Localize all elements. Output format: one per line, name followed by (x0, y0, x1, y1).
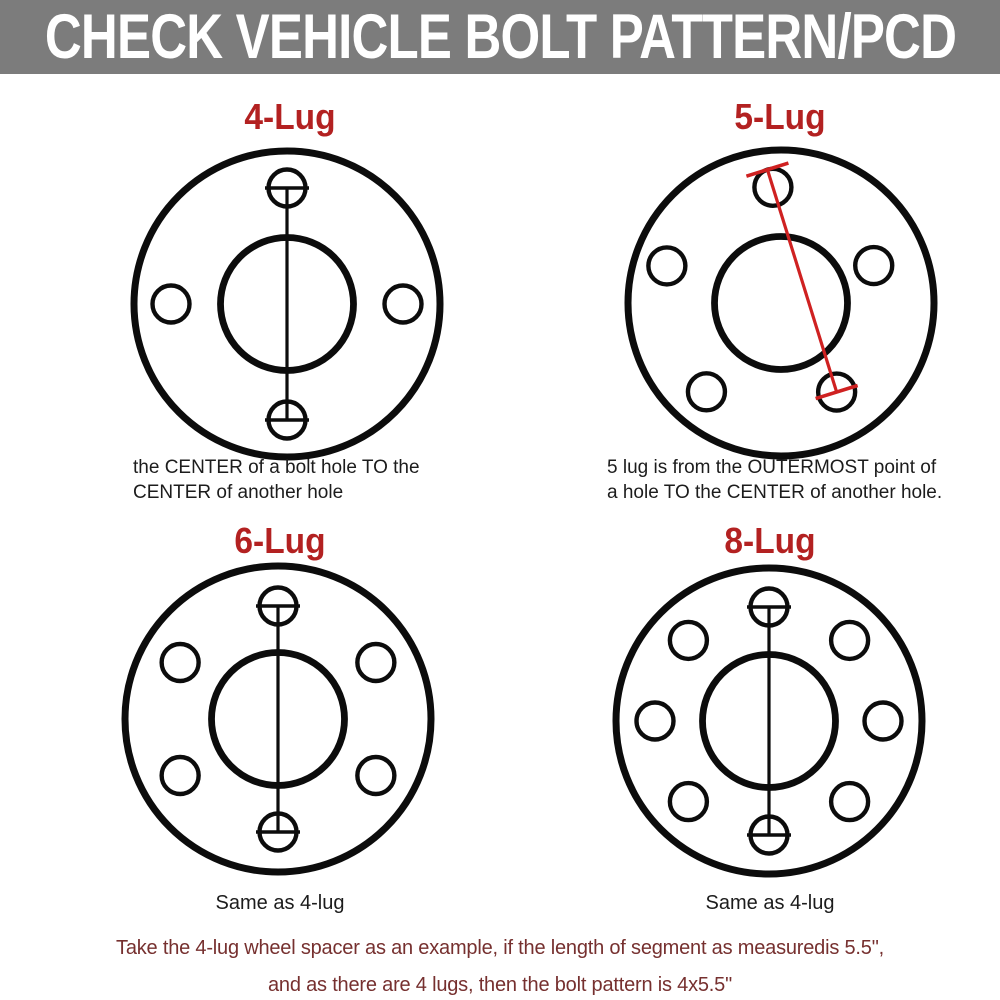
bolt-pattern-drawing-5-lug (609, 131, 953, 475)
caption-line: Same as 4-lug (705, 892, 835, 914)
caption-line: CENTER of another hole (133, 482, 344, 503)
diagram-4-lug-caption (133, 455, 553, 505)
caption-line: Same as 4-lug (215, 892, 345, 914)
bolt-pattern-drawing-8-lug (597, 549, 941, 893)
caption-line: 5 lug is from the OUTERMOST point of (607, 457, 937, 478)
title-banner (0, 0, 1000, 74)
bolt-pattern-drawing-6-lug (106, 547, 450, 891)
footer-line-1: Take the 4-lug wheel spacer as an example, if the length of segment as measuredis 5.5", (116, 937, 884, 959)
diagram-5-lug-caption (607, 455, 1000, 505)
diagram-5-lug-label: 5-Lug (734, 96, 826, 137)
diagram-4-lug-label: 4-Lug (244, 96, 336, 137)
bolt-pattern-drawing-4-lug (115, 132, 459, 476)
diagram-4-lug (80, 98, 500, 524)
page-title: CHECK VEHICLE BOLT PATTERN/PCD (44, 2, 956, 72)
diagram-6-lug-label: 6-Lug (234, 520, 326, 561)
diagram-8-lug-label: 8-Lug (724, 520, 816, 561)
footer-note (0, 930, 1000, 1000)
caption-line: a hole TO the CENTER of another hole. (607, 482, 943, 503)
footer-line-2: and as there are 4 lugs, then the bolt pattern is 4x5.5" (268, 974, 732, 996)
diagram-6-lug-caption (70, 891, 490, 916)
diagram-6-lug (70, 522, 490, 948)
diagram-8-lug-caption (560, 891, 980, 916)
diagram-5-lug (570, 98, 990, 524)
diagram-8-lug (560, 522, 980, 948)
caption-line: the CENTER of a bolt hole TO the (133, 457, 420, 478)
